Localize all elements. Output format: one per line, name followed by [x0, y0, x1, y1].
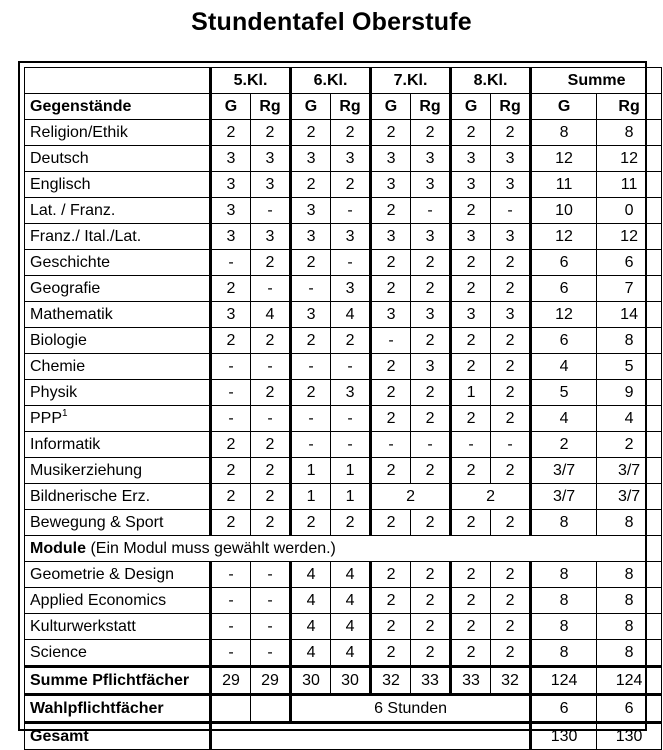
subject-label: Biologie	[30, 331, 87, 349]
hours-cell: -	[331, 250, 371, 276]
sub-header: G	[371, 94, 411, 120]
hours-cell: 3	[411, 302, 451, 328]
hours-cell: 2	[211, 484, 251, 510]
subject-label: PPP	[30, 409, 63, 427]
hours-cell: -	[211, 588, 251, 614]
subject-label: Physik	[30, 383, 78, 401]
grade-header: 6.Kl.	[291, 68, 371, 94]
subject-name	[25, 510, 211, 536]
empty-cell	[211, 695, 251, 723]
module-label-note: (Ein Modul muss gewählt werden.)	[86, 539, 336, 557]
subject-name	[25, 302, 211, 328]
sub-header: Rg	[331, 94, 371, 120]
subject-label: Englisch	[30, 175, 91, 193]
subject-name	[25, 250, 211, 276]
hours-cell: -	[371, 328, 411, 354]
hours-cell: 5	[531, 380, 597, 406]
hours-cell: 2	[371, 380, 411, 406]
hours-cell: 3	[211, 302, 251, 328]
hours-cell: 12	[531, 146, 597, 172]
sum-cell: 30	[291, 667, 331, 695]
hours-cell: 2	[251, 250, 291, 276]
sub-header: G	[211, 94, 251, 120]
hours-cell: 2	[491, 640, 531, 667]
subject-label: Bewegung & Sport	[30, 513, 164, 531]
hours-cell: -	[331, 354, 371, 380]
hours-cell: 3	[211, 198, 251, 224]
footnote-marker: 1	[62, 407, 68, 419]
hours-cell: -	[251, 406, 291, 432]
hours-cell: 2	[251, 120, 291, 146]
hours-cell: 2	[371, 510, 411, 536]
hours-cell: 2	[211, 458, 251, 484]
hours-cell: 2	[331, 172, 371, 198]
hours-cell: 2	[491, 328, 531, 354]
hours-cell: 10	[531, 198, 597, 224]
hours-cell: 1	[331, 458, 371, 484]
hours-cell: 8	[597, 510, 662, 536]
subject-label: Geometrie & Design	[30, 565, 175, 583]
sum-cell: 29	[211, 667, 251, 695]
subject-label: Geografie	[30, 279, 101, 297]
hours-cell: -	[371, 432, 411, 458]
sum-cell: 32	[491, 667, 531, 695]
subject-label: Musikerziehung	[30, 461, 143, 479]
hours-cell: -	[291, 432, 331, 458]
subject-label: Lat. / Franz.	[30, 201, 116, 219]
hours-cell: 2	[291, 172, 331, 198]
hours-cell: 2	[331, 120, 371, 146]
hours-cell: 2	[451, 120, 491, 146]
hours-cell: 8	[531, 120, 597, 146]
sum-cell: 3/7	[597, 484, 662, 510]
gesamt-label: Gesamt	[25, 723, 211, 750]
hours-cell: 2	[331, 328, 371, 354]
hours-cell: 2	[491, 510, 531, 536]
hours-cell: 3	[211, 224, 251, 250]
hours-cell: 3	[211, 172, 251, 198]
hours-cell: 3	[491, 146, 531, 172]
hours-cell: -	[451, 432, 491, 458]
sum-cell: 6	[531, 695, 597, 723]
subject-name	[25, 458, 211, 484]
hours-cell: 2	[371, 276, 411, 302]
hours-cell: 2	[251, 328, 291, 354]
hours-cell: 2	[451, 640, 491, 667]
sum-cell: 29	[251, 667, 291, 695]
timetable	[24, 67, 662, 750]
subject-name	[25, 172, 211, 198]
hours-cell: -	[291, 276, 331, 302]
subject-label: Religion/Ethik	[30, 123, 128, 141]
hours-cell-merged: 2	[451, 484, 531, 510]
hours-cell: 8	[531, 510, 597, 536]
hours-cell: 3	[251, 146, 291, 172]
hours-cell: 4	[531, 354, 597, 380]
subject-label: Science	[30, 643, 87, 661]
hours-cell: -	[251, 354, 291, 380]
hours-cell: -	[331, 432, 371, 458]
sum-cell: 124	[531, 667, 597, 695]
hours-cell: 2	[371, 562, 411, 588]
hours-cell-merged: 2	[371, 484, 451, 510]
hours-cell: 3	[451, 172, 491, 198]
hours-cell: 2	[491, 250, 531, 276]
hours-cell: 9	[597, 380, 662, 406]
sub-header: G	[291, 94, 331, 120]
hours-cell: 3	[251, 224, 291, 250]
hours-cell: 2	[411, 614, 451, 640]
hours-cell: 2	[451, 614, 491, 640]
hours-cell: 2	[371, 250, 411, 276]
subject-name	[25, 562, 211, 588]
sum-cell: 33	[451, 667, 491, 695]
hours-cell: 12	[531, 224, 597, 250]
hours-cell: 8	[597, 120, 662, 146]
hours-cell: 2	[491, 614, 531, 640]
subject-label: Deutsch	[30, 149, 89, 167]
hours-cell: 2	[451, 250, 491, 276]
hours-cell: 2	[291, 510, 331, 536]
hours-cell: 2	[371, 588, 411, 614]
hours-cell: 2	[411, 510, 451, 536]
subject-name	[25, 198, 211, 224]
hours-cell: 2	[491, 562, 531, 588]
hours-cell: 3	[211, 146, 251, 172]
hours-cell: -	[291, 406, 331, 432]
hours-cell: -	[211, 640, 251, 667]
hours-cell: 3	[291, 302, 331, 328]
hours-cell: 2	[291, 120, 331, 146]
hours-cell: -	[491, 198, 531, 224]
subject-name	[25, 354, 211, 380]
hours-cell: 4	[331, 588, 371, 614]
sum-cell: 3/7	[531, 484, 597, 510]
hours-cell: 6	[597, 250, 662, 276]
hours-cell: 3	[291, 146, 331, 172]
hours-cell: 3	[491, 224, 531, 250]
hours-cell: 2	[411, 588, 451, 614]
sum-cell: 33	[411, 667, 451, 695]
hours-cell: 2	[371, 120, 411, 146]
hours-cell: 2	[597, 432, 662, 458]
subject-name	[25, 276, 211, 302]
hours-cell: -	[211, 406, 251, 432]
hours-cell: 2	[331, 510, 371, 536]
hours-cell: 6	[531, 250, 597, 276]
sum-cell: 124	[597, 667, 662, 695]
hours-cell: 2	[491, 120, 531, 146]
hours-cell: 2	[291, 250, 331, 276]
hours-cell: 2	[491, 588, 531, 614]
hours-cell: 3/7	[531, 458, 597, 484]
hours-cell: 3	[251, 172, 291, 198]
hours-cell: 4	[251, 302, 291, 328]
hours-cell: 2	[451, 562, 491, 588]
hours-cell: 2	[451, 510, 491, 536]
hours-cell: 14	[597, 302, 662, 328]
wahlpflicht-label: Wahlpflichtfächer	[25, 695, 211, 723]
hours-cell: 6	[531, 276, 597, 302]
hours-cell: 3	[411, 146, 451, 172]
hours-cell: 1	[291, 458, 331, 484]
hours-cell: 3	[291, 198, 331, 224]
subject-label: Chemie	[30, 357, 86, 375]
hours-cell: 2	[451, 328, 491, 354]
sub-header: G	[531, 94, 597, 120]
hours-cell: -	[211, 380, 251, 406]
hours-cell: 5	[597, 354, 662, 380]
hours-cell: 3	[331, 146, 371, 172]
hours-cell: 3	[331, 380, 371, 406]
hours-cell: 3	[451, 224, 491, 250]
hours-cell: 11	[531, 172, 597, 198]
hours-cell: 3	[411, 224, 451, 250]
hours-cell: 3	[411, 172, 451, 198]
hours-cell: 2	[251, 380, 291, 406]
hours-cell: 2	[371, 354, 411, 380]
hours-cell: 2	[451, 276, 491, 302]
hours-cell: -	[251, 276, 291, 302]
hours-cell: 2	[291, 328, 331, 354]
hours-cell: 2	[411, 562, 451, 588]
hours-cell: 2	[371, 614, 411, 640]
subject-name	[25, 380, 211, 406]
hours-cell: -	[211, 250, 251, 276]
grade-header: 5.Kl.	[211, 68, 291, 94]
hours-cell: 2	[491, 276, 531, 302]
subject-label: Applied Economics	[30, 591, 167, 609]
subject-label: Kulturwerkstatt	[30, 617, 136, 635]
hours-cell: -	[411, 432, 451, 458]
hours-cell: 2	[531, 432, 597, 458]
hours-cell: 2	[491, 354, 531, 380]
hours-cell: 8	[531, 588, 597, 614]
hours-cell: 2	[411, 120, 451, 146]
grade-header: 8.Kl.	[451, 68, 531, 94]
module-label	[25, 536, 662, 562]
hours-cell: 3	[371, 146, 411, 172]
hours-cell: 8	[531, 562, 597, 588]
hours-cell: -	[211, 614, 251, 640]
hours-cell: 2	[411, 250, 451, 276]
hours-cell: -	[291, 354, 331, 380]
hours-cell: -	[411, 198, 451, 224]
hours-cell: 4	[331, 562, 371, 588]
hours-cell: 12	[531, 302, 597, 328]
empty-cell	[251, 695, 291, 723]
hours-cell: -	[251, 614, 291, 640]
hours-cell: 8	[597, 614, 662, 640]
hours-cell: 11	[597, 172, 662, 198]
subject-label: Franz./ Ital./Lat.	[30, 227, 142, 245]
hours-cell: -	[251, 640, 291, 667]
subject-name	[25, 328, 211, 354]
hours-cell: 4	[291, 614, 331, 640]
hours-cell: 2	[411, 276, 451, 302]
hours-cell: 2	[371, 640, 411, 667]
hours-cell: 4	[331, 302, 371, 328]
hours-cell: 2	[451, 406, 491, 432]
hours-cell: 2	[411, 328, 451, 354]
sub-header: Rg	[491, 94, 531, 120]
hours-cell: 1	[331, 484, 371, 510]
hours-cell: 2	[491, 380, 531, 406]
hours-cell: 3	[411, 354, 451, 380]
hours-cell: 8	[597, 328, 662, 354]
subject-name	[25, 614, 211, 640]
hours-cell: 8	[597, 640, 662, 667]
hours-cell: 2	[451, 588, 491, 614]
hours-cell: 12	[597, 146, 662, 172]
hours-cell: 2	[451, 198, 491, 224]
hours-cell: -	[211, 562, 251, 588]
sub-header: Rg	[411, 94, 451, 120]
hours-cell: 0	[597, 198, 662, 224]
hours-cell: 2	[211, 120, 251, 146]
hours-cell: 3	[371, 224, 411, 250]
grade-header: 7.Kl.	[371, 68, 451, 94]
hours-cell: 2	[371, 458, 411, 484]
hours-cell: 8	[597, 562, 662, 588]
hours-cell: 7	[597, 276, 662, 302]
summe-pflicht-label: Summe Pflichtfächer	[25, 667, 211, 695]
hours-cell: 4	[531, 406, 597, 432]
hours-cell: 2	[211, 510, 251, 536]
hours-cell: 3	[491, 172, 531, 198]
hours-cell: 8	[531, 614, 597, 640]
sub-header: Rg	[251, 94, 291, 120]
hours-cell: 2	[491, 458, 531, 484]
hours-cell: 2	[411, 380, 451, 406]
sum-cell: 32	[371, 667, 411, 695]
subject-label: Geschichte	[30, 253, 111, 271]
hours-cell: 2	[371, 406, 411, 432]
hours-cell: 4	[291, 562, 331, 588]
hours-cell: -	[491, 432, 531, 458]
subject-name	[25, 588, 211, 614]
hours-cell: -	[331, 198, 371, 224]
hours-cell: 2	[251, 432, 291, 458]
hours-cell: 4	[291, 588, 331, 614]
sub-header: Rg	[597, 94, 662, 120]
hours-cell: 4	[331, 614, 371, 640]
subject-label: Informatik	[30, 435, 101, 453]
hours-cell: 3	[331, 276, 371, 302]
subject-name	[25, 406, 211, 432]
hours-cell: 2	[211, 328, 251, 354]
hours-cell: 3	[491, 302, 531, 328]
subject-name	[25, 432, 211, 458]
hours-cell: 8	[597, 588, 662, 614]
hours-cell: 2	[251, 484, 291, 510]
sum-cell: 130	[597, 723, 662, 750]
hours-cell: 2	[491, 406, 531, 432]
subject-name	[25, 224, 211, 250]
hours-cell: 2	[211, 276, 251, 302]
header-empty	[25, 68, 211, 94]
hours-cell: 2	[211, 432, 251, 458]
hours-cell: -	[251, 562, 291, 588]
subjects-header: Gegenstände	[25, 94, 211, 120]
hours-cell: 3/7	[597, 458, 662, 484]
subject-name	[25, 120, 211, 146]
hours-cell: 2	[451, 354, 491, 380]
hours-cell: 4	[291, 640, 331, 667]
hours-cell: 3	[451, 302, 491, 328]
subject-name: Bildnerische Erz.	[25, 484, 211, 510]
hours-cell: 1	[291, 484, 331, 510]
hours-cell: 2	[251, 458, 291, 484]
hours-cell: 2	[251, 510, 291, 536]
hours-cell: 3	[291, 224, 331, 250]
hours-cell: 4	[331, 640, 371, 667]
module-label-bold: Module	[30, 539, 86, 557]
hours-cell: 8	[531, 640, 597, 667]
sum-cell: 130	[531, 723, 597, 750]
hours-cell: 3	[371, 302, 411, 328]
hours-cell: 2	[411, 640, 451, 667]
subject-label: Mathematik	[30, 305, 113, 323]
sub-header: G	[451, 94, 491, 120]
hours-cell: 2	[411, 406, 451, 432]
hours-cell: 4	[597, 406, 662, 432]
hours-cell: 3	[331, 224, 371, 250]
page-title: Stundentafel Oberstufe	[191, 8, 472, 36]
hours-cell: 3	[371, 172, 411, 198]
hours-cell: -	[211, 354, 251, 380]
hours-cell: 12	[597, 224, 662, 250]
hours-cell: 6	[531, 328, 597, 354]
subject-name	[25, 146, 211, 172]
sum-cell: 6	[597, 695, 662, 723]
wahlpflicht-merged: 6 Stunden	[291, 695, 531, 723]
hours-cell: -	[251, 198, 291, 224]
hours-cell: 2	[411, 458, 451, 484]
hours-cell: 2	[451, 458, 491, 484]
subject-name	[25, 640, 211, 667]
hours-cell: 1	[451, 380, 491, 406]
grade-header: Summe	[531, 68, 662, 94]
hours-cell: 2	[291, 380, 331, 406]
hours-cell: -	[251, 588, 291, 614]
hours-cell: -	[331, 406, 371, 432]
hours-cell: 2	[371, 198, 411, 224]
sum-cell: 30	[331, 667, 371, 695]
empty-cell	[211, 723, 531, 750]
hours-cell: 3	[451, 146, 491, 172]
